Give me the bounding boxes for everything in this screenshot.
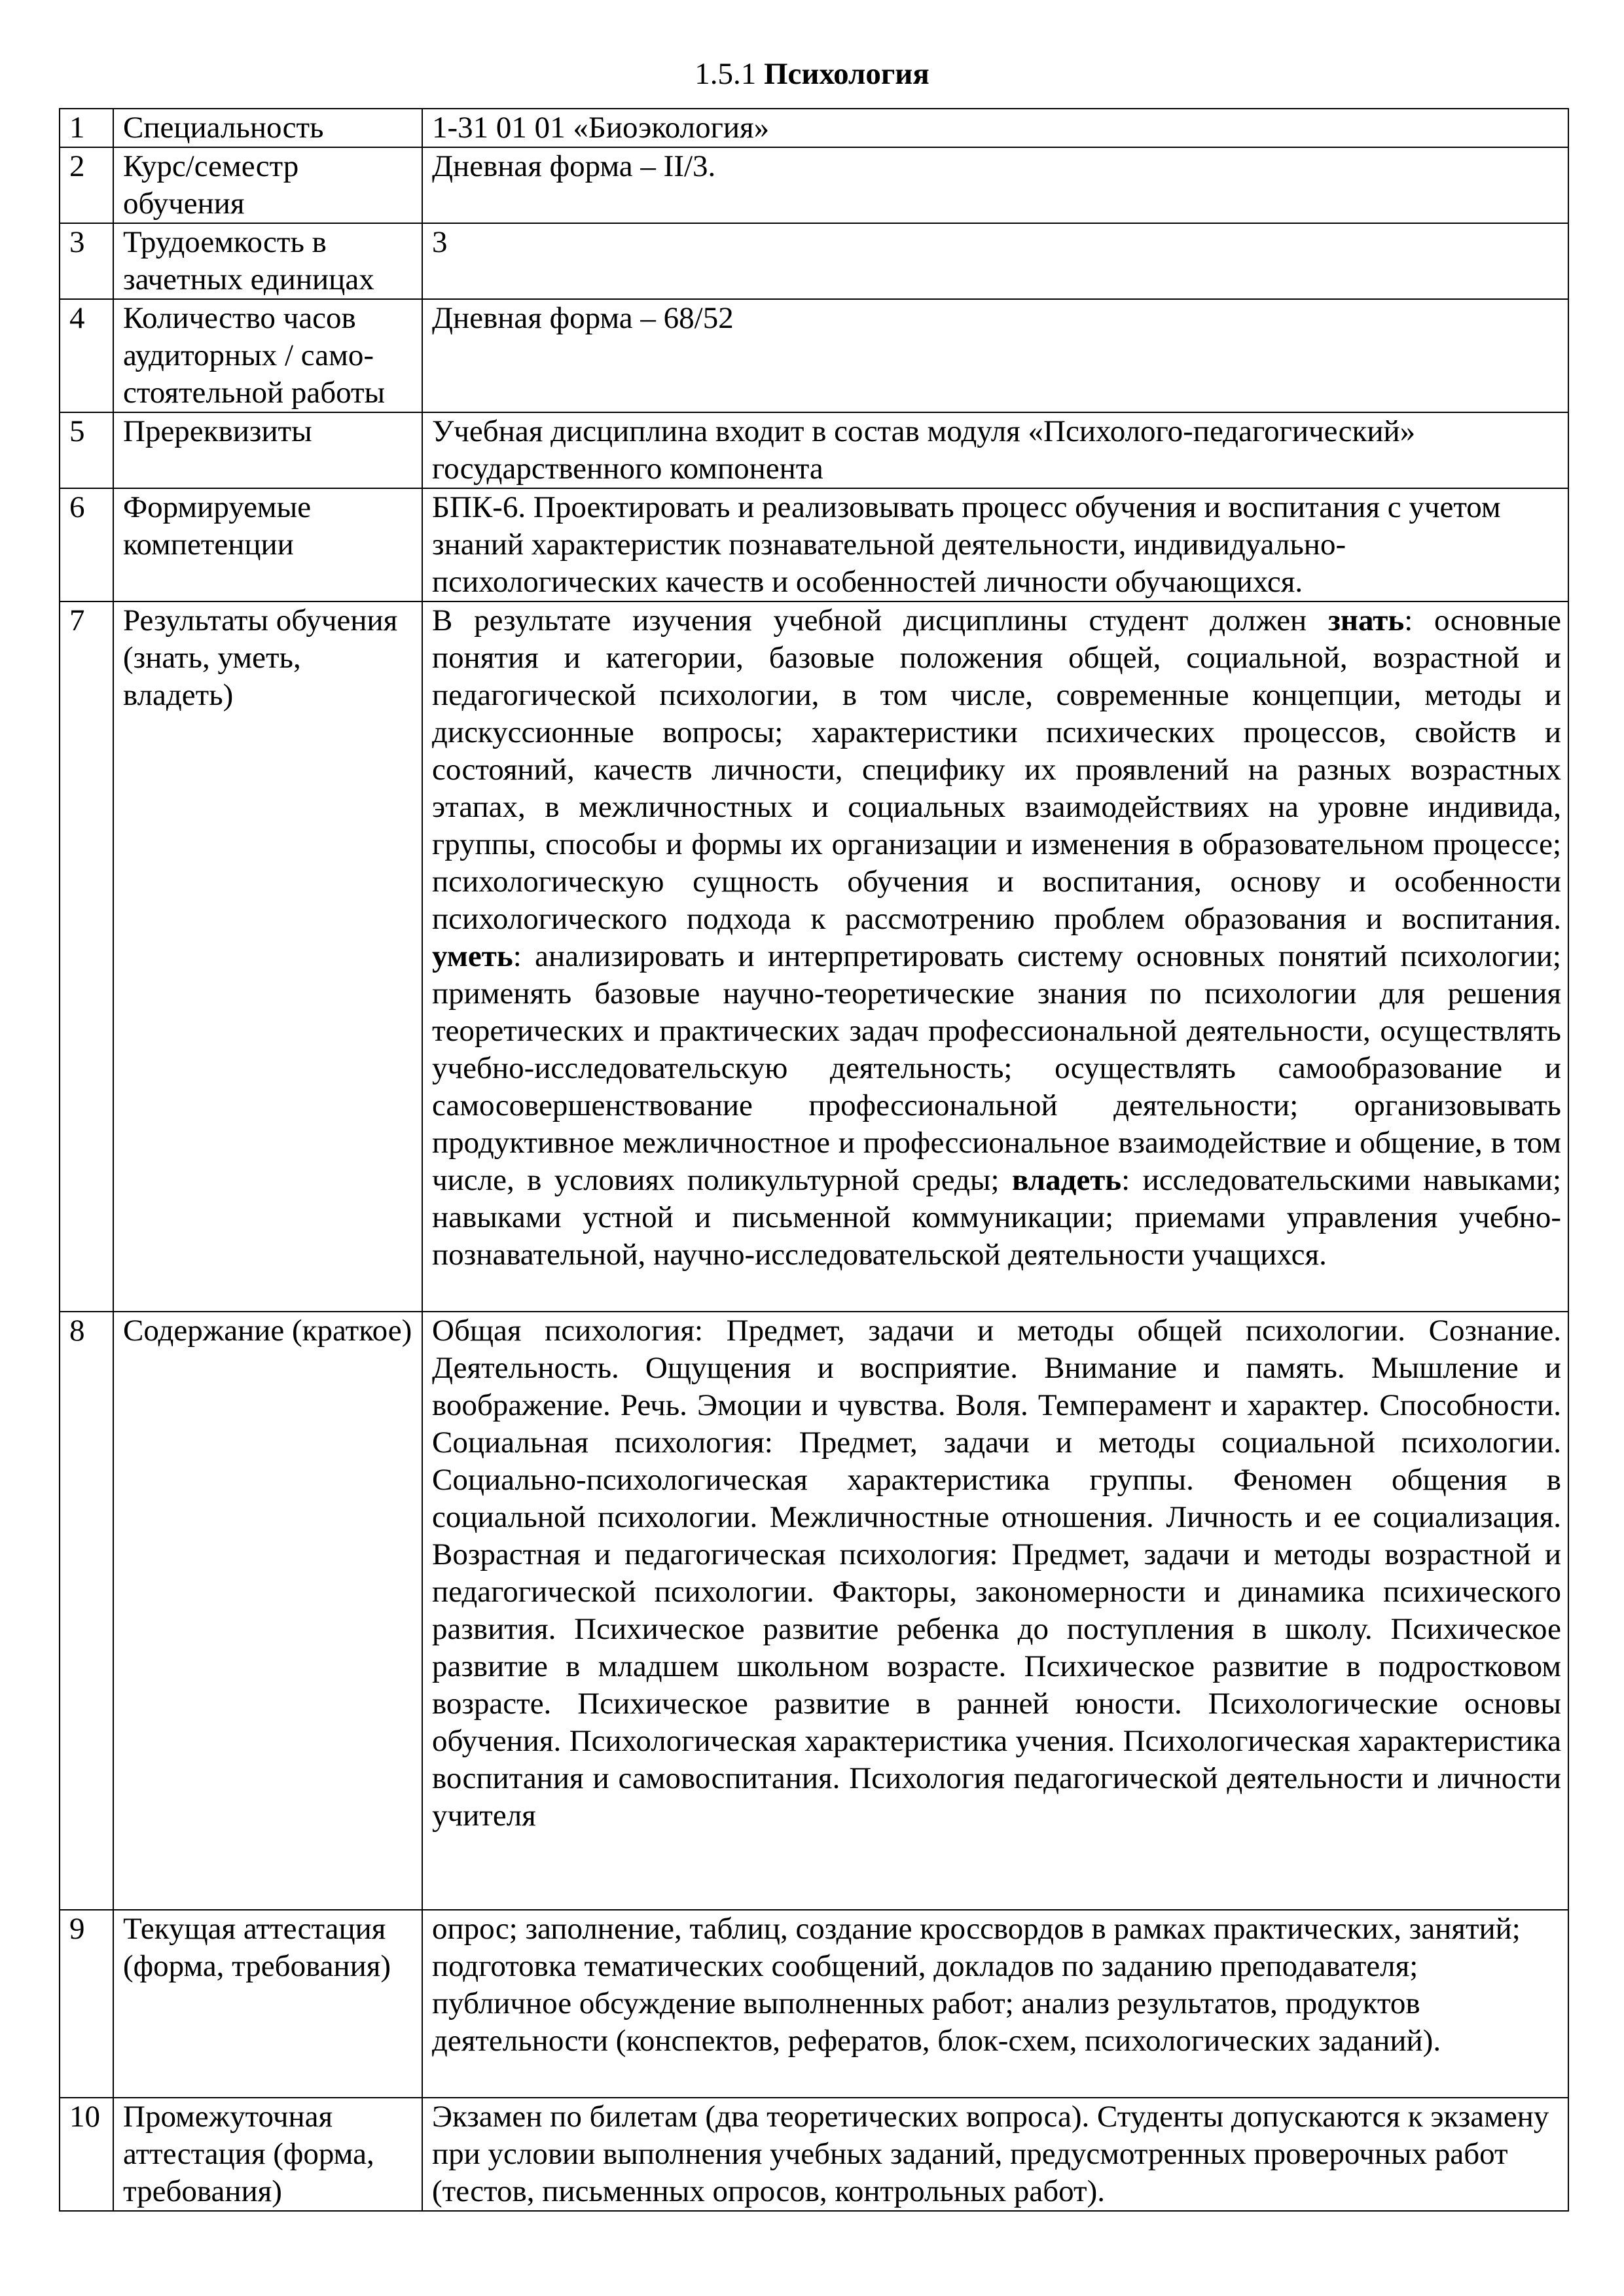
title-name: Психология [763,57,929,91]
keyword-can: уметь [432,939,513,973]
table-row [60,412,1568,488]
table-row [60,223,1568,299]
table-row [60,601,1568,1312]
course-info-table [59,108,1569,2212]
row-label: Трудоемкость в зачетных единицах [113,223,422,299]
table-row [60,1910,1568,2098]
row-value: Экзамен по билетам (два теоретических вопроса). Студенты допускаются к экзамену при условии выполнения учебных заданий, предусмотренных проверочных работ (тестов, письменных опросов, контрольных работ). [422,2098,1568,2211]
row-label: Пререквизиты [113,412,422,488]
row-label: Результаты обучения (знать, уметь, владеть) [113,601,422,1312]
row-label: Курс/семестр обучения [113,147,422,223]
row-label: Текущая аттестация (форма, требования) [113,1910,422,2098]
row-value: 1-31 01 01 «Биоэкология» [422,109,1568,147]
outcomes-can-text: : анализировать и интерпретировать систему основных понятий психологии; применять базовые научно-теоретические знания по психологии для решения теоретических и практических задач профессиональной деятельности, осуществлять учебно-исследовательскую деятельность; осуществлять самообразование и самосовершенствование профессиональной деятельности; организовывать продуктивное межличностное и профессиональное взаимодействие и общение, в том числе, в условиях поликультурной среды; [432,939,1561,1197]
row-value: БПК-6. Проектировать и реализовывать процесс обучения и воспитания с учетом знаний характеристик познавательной деятельности, индивидуально-психологических качеств и особенностей личности обучающихся. [422,488,1568,601]
keyword-know: знать [1328,603,1405,637]
table-row [60,2098,1568,2211]
table-row [60,299,1568,412]
table-row [60,147,1568,223]
keyword-master: владеть [1011,1163,1122,1197]
row-number: 1 [60,109,113,147]
row-label: Содержание (краткое) [113,1312,422,1910]
row-label: Промежуточная аттестация (форма, требования) [113,2098,422,2211]
row-value-learning-outcomes [422,601,1568,1312]
row-value: опрос; заполнение, таблиц, создание кроссвордов в рамках практических, занятий; подготовка тематических сообщений, докладов по заданию преподавателя; публичное обсуждение выполненных работ; анализ результатов, продуктов деятельности (конспектов, рефератов, блок-схем, психологических заданий). [422,1910,1568,2098]
row-value: 3 [422,223,1568,299]
outcomes-intro: В результате изучения учебной дисциплины студент должен [432,603,1328,637]
row-value: Дневная форма – II/3. [422,147,1568,223]
title-number: 1.5.1 [695,57,757,91]
row-value: Учебная дисциплина входит в состав модуля «Психолого-педагогический» государственного компонента [422,412,1568,488]
row-number: 2 [60,147,113,223]
document-title [0,51,1624,97]
outcomes-master-text: : исследовательскими навыками; навыками устной и письменной коммуникации; приемами управления учебно-познавательной, научно-исследовательской деятельности учащихся. [432,1163,1561,1272]
row-number: 3 [60,223,113,299]
row-number: 5 [60,412,113,488]
row-number: 10 [60,2098,113,2211]
row-label: Специальность [113,109,422,147]
row-number: 6 [60,488,113,601]
row-value: Дневная форма – 68/52 [422,299,1568,412]
row-label: Формируемые компетенции [113,488,422,601]
row-number: 8 [60,1312,113,1910]
row-number: 9 [60,1910,113,2098]
table-row [60,1312,1568,1910]
table-row [60,109,1568,147]
row-label: Количество часов аудиторных / само-стоятельной работы [113,299,422,412]
outcomes-know-text: : основные понятия и категории, базовые положения общей, социальной, возрастной и педагогической психологии, в том числе, современные концепции, методы и дискуссионные вопросы; характеристики психических процессов, свойств и состояний, качеств личности, специфику их проявлений на разных возрастных этапах, в межличностных и социальных взаимодействиях на уровне индивида, группы, способы и формы их организации и изменения в образовательном процессе; психологическую сущность обучения и воспитания, основу и особенности психологического подхода к рассмотрению проблем образования и воспитания. [432,603,1562,936]
row-number: 7 [60,601,113,1312]
row-value: Общая психология: Предмет, задачи и методы общей психологии. Сознание. Деятельность. Ощущения и восприятие. Внимание и память. Мышление и воображение. Речь. Эмоции и чувства. Воля. Темперамент и характер. Способности. Социальная психология: Предмет, задачи и методы социальной психологии. Социально-психологическая характеристика группы. Феномен общения в социальной психологии. Межличностные отношения. Личность и ее социализация. Возрастная и педагогическая психология: Предмет, задачи и методы возрастной и педагогической психологии. Факторы, закономерности и динамика психического развития. Психическое развитие ребенка до поступления в школу. Психическое развитие в младшем школьном возрасте. Психическое развитие в подростковом возрасте. Психическое развитие в ранней юности. Психологические основы обучения. Психологическая характеристика учения. Психологическая характеристика воспитания и самовоспитания. Психология педагогической деятельности и личности учителя [422,1312,1568,1910]
table-row [60,488,1568,601]
row-number: 4 [60,299,113,412]
